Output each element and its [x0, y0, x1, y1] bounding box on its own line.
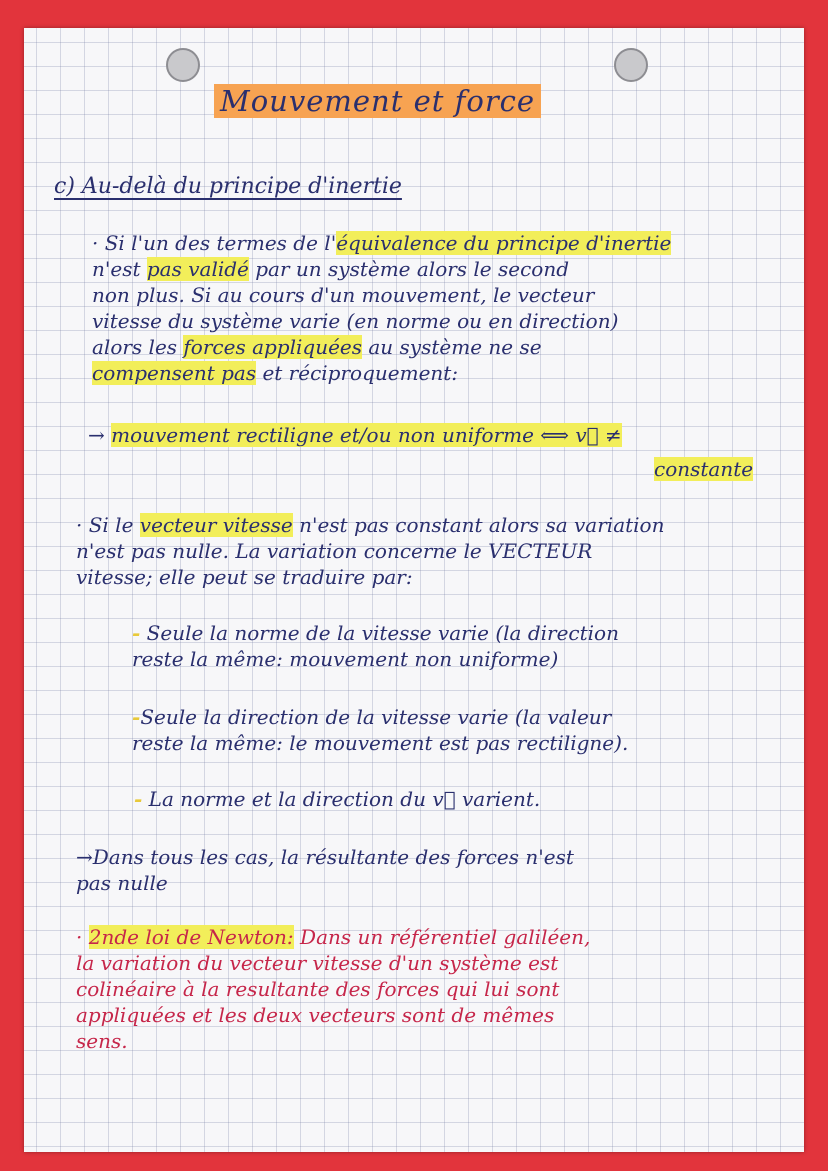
paragraph-inertia-line-4: vitesse du système varie (en norme ou en direction): [92, 309, 619, 333]
paragraph-inertia-line-1: · Si l'un des termes de l'équivalence du principe d'inertie: [92, 231, 672, 255]
paragraph-velocity-line-2: n'est pas nulle. La variation concerne le VECTEUR: [76, 539, 593, 563]
notebook-page: [24, 28, 804, 1152]
arrow-statement-continuation: constante: [654, 457, 754, 481]
arrow-icon: →: [76, 845, 93, 869]
bullet-dash-icon: -: [132, 621, 141, 645]
bullet-item-both: - La norme et la direction du v⃗ varient.: [134, 787, 541, 811]
bullet-item-direction: -Seule la direction de la vitesse varie (la valeur reste la même: le mouvement est pas rectiligne).: [132, 705, 629, 755]
conclusion: →Dans tous les cas, la résultante des forces n'est pas nulle: [76, 845, 574, 895]
paragraph-velocity-line-1: · Si le vecteur vitesse n'est pas constant alors sa variation: [76, 513, 665, 537]
section-heading: c) Au-delà du principe d'inertie: [54, 174, 402, 199]
paragraph-inertia: [92, 230, 671, 386]
page-title: Mouvement et force: [214, 84, 541, 118]
bullet-dash-icon: -: [134, 787, 143, 811]
paragraph-velocity: [76, 512, 664, 590]
binder-hole-left: [166, 48, 200, 82]
newton-second-law: · 2nde loi de Newton: Dans un référentiel galiléen, la variation du vecteur vitesse d'un système est colinéaire à la resultante des forces qui lui sont appliquées et les deux vecteurs sont de mêmes sens.: [76, 925, 591, 1053]
newton-law-label: 2nde loi de Newton:: [88, 925, 294, 949]
arrow-statement: [88, 422, 622, 448]
binder-hole-right: [614, 48, 648, 82]
paragraph-inertia-line-5: alors les forces appliquées au système ne se: [92, 335, 542, 359]
arrow-statement-text: mouvement rectiligne et/ou non uniforme ⟺ v⃗ ≠: [111, 423, 622, 447]
bullet-item-norm: - Seule la norme de la vitesse varie (la direction reste la même: mouvement non uniforme): [132, 621, 619, 671]
paragraph-inertia-line-3: non plus. Si au cours d'un mouvement, le vecteur: [92, 283, 595, 307]
paragraph-inertia-line-6: compensent pas et réciproquement:: [92, 361, 459, 385]
paragraph-inertia-line-2: n'est pas validé par un système alors le second: [92, 257, 570, 281]
paragraph-velocity-line-3: vitesse; elle peut se traduire par:: [76, 565, 413, 589]
bullet-dash-icon: -: [132, 705, 141, 729]
arrow-icon: →: [88, 423, 105, 447]
